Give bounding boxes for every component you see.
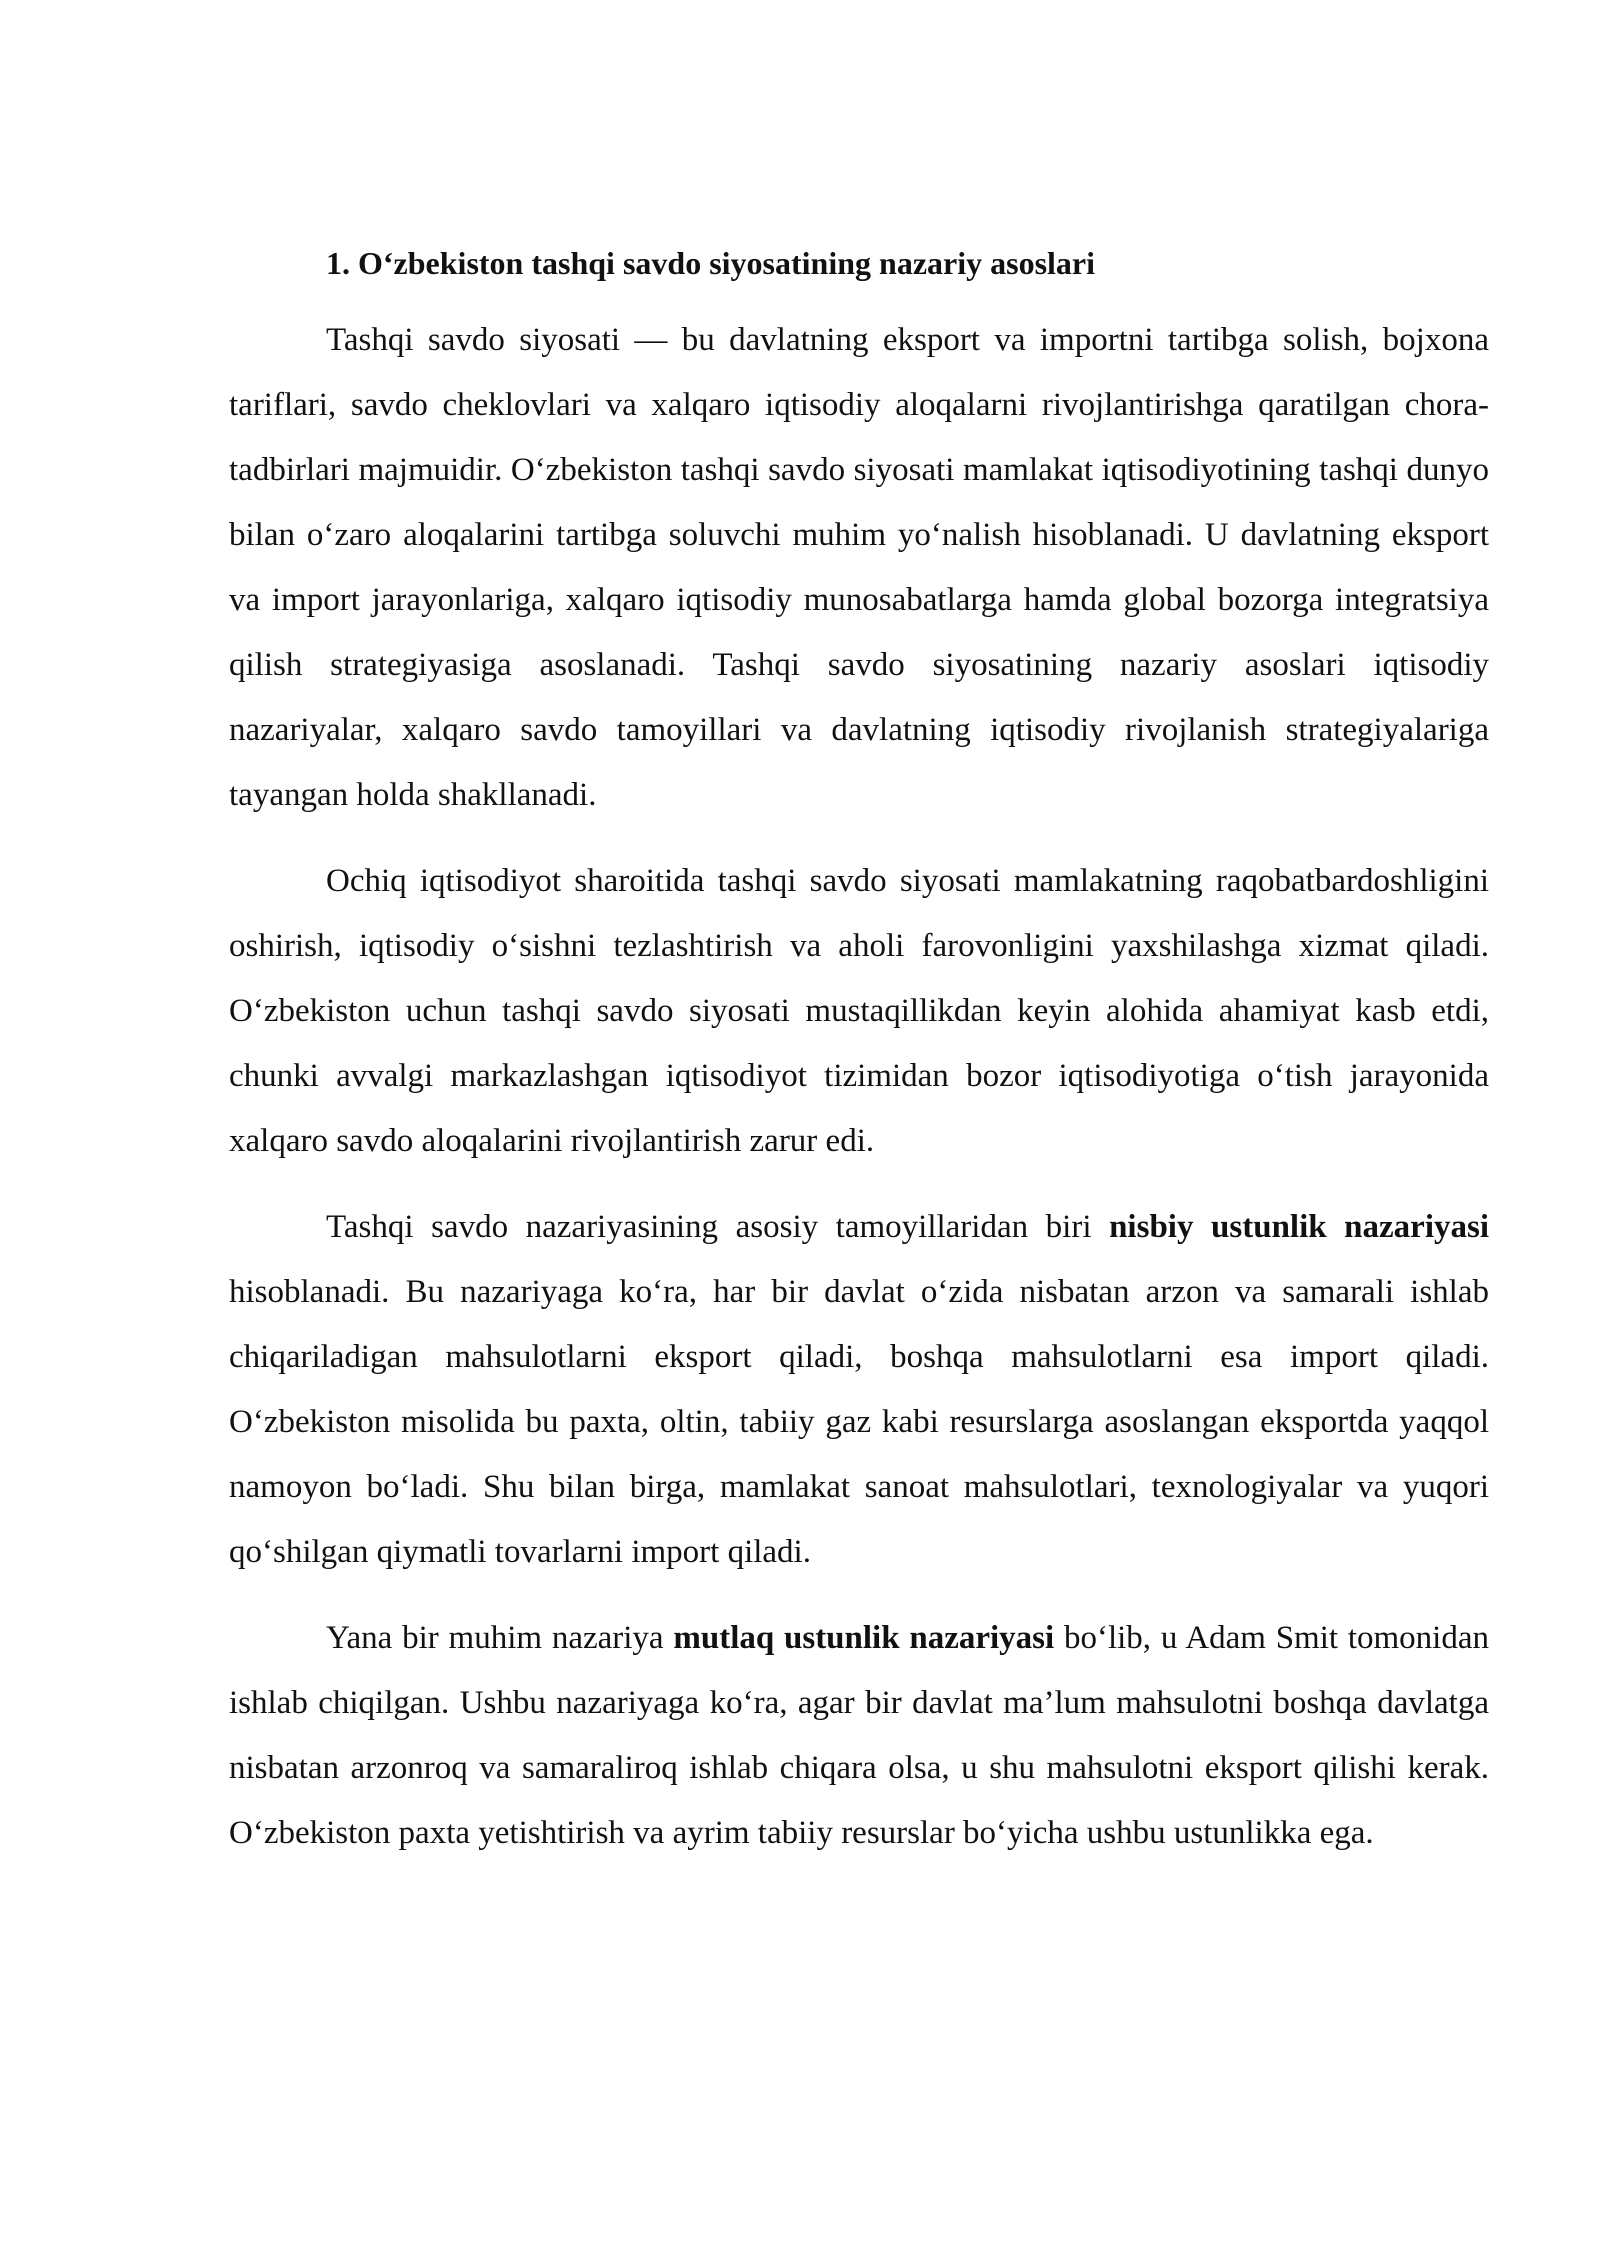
paragraph-3-bold-term: nisbiy ustunlik nazariyasi — [1109, 1209, 1489, 1245]
paragraph-3-text-start: Tashqi savdo nazariyasining asosiy tamoyillaridan biri — [326, 1209, 1110, 1245]
paragraph-1: Tashqi savdo siyosati — bu davlatning eksport va importni tartibga solish, bojxona tariflari, savdo cheklovlari va xalqaro iqtisodiy aloqalarni rivojlantirishga qaratilgan chora-tadbirlari majmuidir. O‘zbekiston tashqi savdo siyosati mamlakat iqtisodiyotining tashqi dunyo bilan o‘zaro aloqalarini tartibga soluvchi muhim yo‘nalish hisoblanadi. U davlatning eksport va import jarayonlariga, xalqaro iqtisodiy munosabatlarga hamda global bozorga integratsiya qilish strategiyasiga asoslanadi. Tashqi savdo siyosatining nazariy asoslari iqtisodiy nazariyalar, xalqaro savdo tamoyillari va davlatning iqtisodiy rivojlanish strategiyalariga tayangan holda shakllanadi. — [229, 322, 1489, 813]
paragraph-2: Ochiq iqtisodiyot sharoitida tashqi savdo siyosati mamlakatning raqobatbardoshligini oshirish, iqtisodiy o‘sishni tezlashtirish va aholi farovonligini yaxshilashga xizmat qiladi. O‘zbekiston uchun tashqi savdo siyosati mustaqillikdan keyin alohida ahamiyat kasb etdi, chunki avvalgi markazlashgan iqtisodiyot tizimidan bozor iqtisodiyotiga o‘tish jarayonida xalqaro savdo aloqalarini rivojlantirish zarur edi. — [229, 863, 1489, 1159]
paragraph-4-text-end: bo‘lib, u Adam Smit tomonidan ishlab chiqilgan. Ushbu nazariyaga ko‘ra, agar bir davlat ma’lum mahsulotni boshqa davlatga nisbatan arzonroq va samaraliroq ishlab chiqara olsa, u shu mahsulotni eksport qilishi kerak. O‘zbekiston paxta yetishtirish va ayrim tabiiy resurslar bo‘yicha ushbu ustunlikka ega. — [229, 1620, 1489, 1851]
paragraph-3 — [229, 1195, 1489, 1585]
section-heading: 1. O‘zbekiston tashqi savdo siyosatining nazariy asoslari — [326, 245, 1095, 281]
paragraph-4-text-start: Yana bir muhim nazariya — [326, 1620, 674, 1656]
paragraph-3-text-end: hisoblanadi. Bu nazariyaga ko‘ra, har bir davlat o‘zida nisbatan arzon va samarali ishlab chiqariladigan mahsulotlarni eksport qiladi, boshqa mahsulotlarni esa import qiladi. O‘zbekiston misolida bu paxta, oltin, tabiiy gaz kabi resurslarga asoslangan eksportda yaqqol namoyon bo‘ladi. Shu bilan birga, mamlakat sanoat mahsulotlari, texnologiyalar va yuqori qo‘shilgan qiymatli tovarlarni import qiladi. — [229, 1274, 1489, 1570]
paragraph-4-bold-term: mutlaq ustunlik nazariyasi — [673, 1620, 1055, 1656]
paragraph-4 — [229, 1606, 1489, 1866]
document-body — [229, 236, 1489, 1887]
